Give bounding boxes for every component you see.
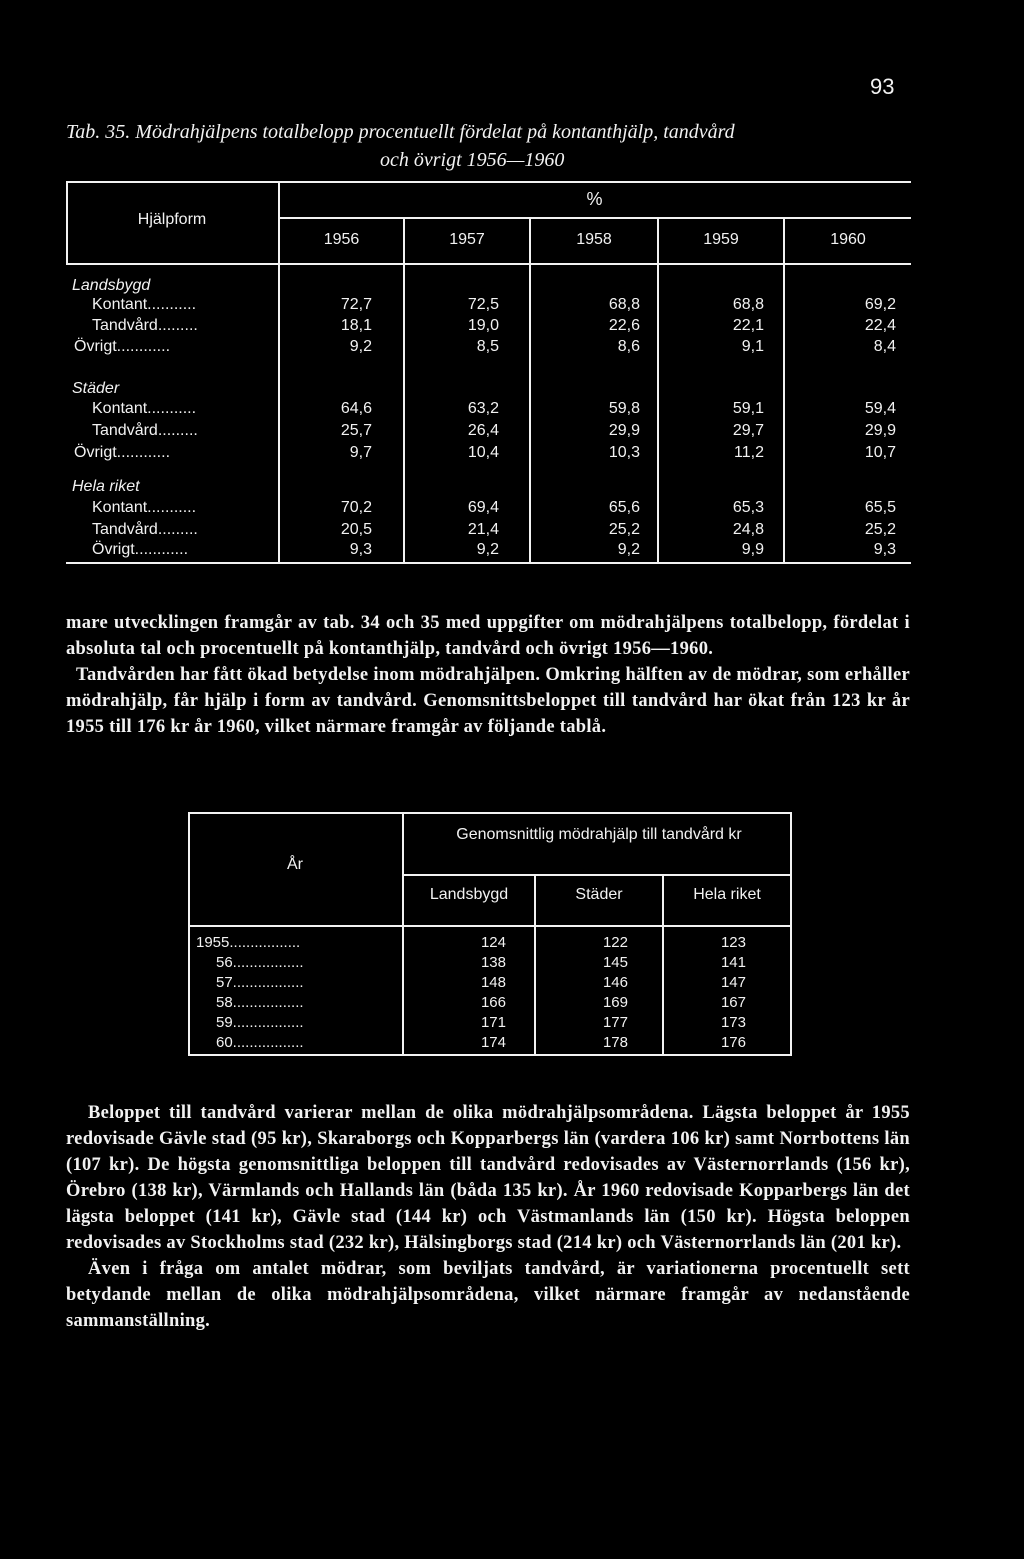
table-cell: 11,2 [734, 444, 764, 461]
header-divider [402, 874, 792, 876]
table-cell: 72,7 [340, 296, 372, 313]
year-header: 1959 [703, 231, 739, 248]
column-header: Hela riket [693, 886, 761, 903]
table-cell: 25,2 [864, 521, 896, 538]
page-number: 93 [870, 74, 895, 99]
table-cell: 176 [720, 1034, 746, 1051]
row-label: 58................. [216, 994, 304, 1011]
table-cell: 9,7 [349, 444, 372, 461]
table-cell: 171 [480, 1014, 506, 1031]
row-label: 57................. [216, 974, 304, 991]
table-cell: 20,5 [340, 521, 372, 538]
table-cell: 8,5 [476, 338, 499, 355]
column-header-hjalpform: Hjälpform [137, 211, 207, 228]
table-cell: 25,2 [608, 521, 640, 538]
year-header: 1956 [323, 231, 360, 248]
table-cell: 174 [480, 1034, 506, 1051]
column-rule [403, 219, 405, 564]
row-label: Övrigt............ [74, 338, 171, 355]
table-left-rule [188, 812, 190, 1056]
table-cell: 22,4 [864, 317, 896, 334]
table-cell: 21,4 [467, 521, 499, 538]
table-cell: 68,8 [732, 296, 764, 313]
section-title: Hela riket [72, 478, 140, 495]
column-rule [783, 219, 785, 564]
table-cell: 147 [720, 974, 746, 991]
table-cell: 167 [720, 994, 746, 1011]
table-cell: 10,7 [864, 444, 896, 461]
table-cell: 69,2 [864, 296, 896, 313]
table-cell: 166 [480, 994, 506, 1011]
year-header: 1958 [576, 231, 612, 248]
table-caption-continued: och övrigt 1956—1960 [380, 149, 565, 171]
table-cell: 70,2 [340, 499, 372, 516]
row-label: Kontant........... [92, 499, 197, 516]
table-cell: 68,8 [608, 296, 640, 313]
table-cell: 26,4 [467, 422, 499, 439]
year-header: 1960 [830, 231, 866, 248]
header-bottom-rule [188, 925, 792, 927]
table-cell: 18,1 [340, 317, 372, 334]
table-cell: 122 [602, 934, 628, 951]
row-label: Kontant........... [92, 400, 197, 417]
table-cell: 22,1 [732, 317, 764, 334]
table-right-rule [790, 812, 792, 1056]
table-cell: 8,4 [873, 338, 896, 355]
paragraph: Även i fråga om antalet mödrar, som beviljats tandvård, är variationerna procentuellt sett betydande mellan de olika mödrahjälpsområdena, vilket närmare framgår av nedanstående sammanställning. [66, 1259, 910, 1331]
table-cell: 19,0 [467, 317, 499, 334]
table-cell: 138 [480, 954, 506, 971]
paragraph: Tandvården har fått ökad betydelse inom mödrahjälpen. Omkring hälften av de mödrar, som erhåller mödrahjälp, får hjälp i form av tandvård. Genomsnittsbeloppet till tandvård har ökat från 123 kr år 1955 till 176 kr år 1960, vilket närmare framgår av följande tablå. [66, 665, 910, 737]
table-cell: 29,9 [864, 422, 896, 439]
table-cell: 69,4 [467, 499, 499, 516]
column-header: Städer [575, 886, 623, 903]
paragraph: Beloppet till tandvård varierar mellan de olika mödrahjälpsområdena. Lägsta beloppet år 1955 redovisade Gävle stad (95 kr), Skaraborgs och Kopparbergs län (vardera 106 kr) samt Norrbottens län (107 kr). De högsta genomsnittliga beloppen till tandvård redovisades av Västernorrlands (156 kr), Örebro (138 kr), Värmlands och Hallands län (båda 135 kr). År 1960 redovisade Kopparbergs län det lägsta beloppet (141 kr), Gävle stad (144 kr) och Västmanlands län (150 kr). Högsta beloppen redovisades av Stockholms stad (232 kr), Hälsingborgs stad (214 kr) och Västernorrlands län (201 kr). [66, 1103, 910, 1253]
table-cell: 169 [602, 994, 628, 1011]
table-cell: 9,3 [873, 541, 896, 558]
table-bottom-rule [188, 1054, 792, 1056]
row-label: 56................. [216, 954, 304, 971]
table-cell: 10,3 [608, 444, 640, 461]
table-cell: 177 [602, 1014, 628, 1031]
table-cell: 123 [720, 934, 746, 951]
table-top-rule [188, 812, 792, 814]
table-cell: 65,3 [732, 499, 764, 516]
column-rule [529, 219, 531, 564]
table-cell: 141 [720, 954, 746, 971]
table-cell: 65,6 [608, 499, 640, 516]
paragraph: mare utvecklingen framgår av tab. 34 och 35 med uppgifter om mödrahjälpens totalbelopp, fördelat i absoluta tal och procentuellt på kontanthjälp, tandvård och övrigt 1956—1960. [66, 613, 910, 659]
year-header: 1957 [449, 231, 485, 248]
section-title: Landsbygd [72, 277, 151, 294]
column-header-group: Genomsnittlig mödrahjälp till tandvård kr [456, 826, 742, 843]
table-cell: 24,8 [732, 521, 764, 538]
percentage-table [66, 181, 911, 565]
row-label: Tandvård......... [92, 422, 198, 439]
section-title: Städer [72, 380, 120, 397]
column-header: Landsbygd [429, 886, 509, 903]
table-cell: 178 [602, 1034, 628, 1051]
row-label: Tandvård......... [92, 521, 198, 538]
row-label: Övrigt............ [74, 444, 171, 461]
table-cell: 9,3 [349, 541, 372, 558]
body-text-1 [66, 610, 910, 740]
table-cell: 59,8 [608, 400, 640, 417]
row-label: Kontant........... [92, 296, 197, 313]
row-label: 59................. [216, 1014, 304, 1031]
table-cell: 9,1 [741, 338, 764, 355]
dental-aid-table [188, 812, 792, 1058]
column-rule [657, 219, 659, 564]
table-cell: 22,6 [608, 317, 640, 334]
table-caption: Tab. 35. Mödrahjälpens totalbelopp procentuellt fördelat på kontanthjälp, tandvård [66, 121, 735, 143]
table-cell: 9,2 [476, 541, 499, 558]
table-cell: 72,5 [467, 296, 499, 313]
table-cell: 8,6 [617, 338, 640, 355]
table-cell: 59,4 [864, 400, 896, 417]
header-divider [278, 217, 911, 219]
table-cell: 64,6 [340, 400, 372, 417]
table-cell: 29,7 [732, 422, 764, 439]
table-cell: 145 [602, 954, 628, 971]
column-rule [402, 812, 404, 1056]
table-cell: 9,9 [741, 541, 764, 558]
column-header-year: År [287, 856, 303, 873]
table-cell: 173 [720, 1014, 746, 1031]
table-cell: 9,2 [617, 541, 640, 558]
table-cell: 65,5 [864, 499, 896, 516]
table-cell: 10,4 [467, 444, 499, 461]
column-header-percent: % [586, 189, 603, 209]
row-label: 60................. [216, 1034, 304, 1051]
table-cell: 124 [480, 934, 506, 951]
row-label: Övrigt............ [92, 541, 189, 558]
table-cell: 25,7 [340, 422, 372, 439]
table-cell: 9,2 [349, 338, 372, 355]
row-label: Tandvård......... [92, 317, 198, 334]
table-top-rule [66, 181, 911, 183]
table-cell: 59,1 [732, 400, 764, 417]
body-text-2 [66, 1100, 910, 1334]
table-cell: 148 [480, 974, 506, 991]
table-cell: 63,2 [467, 400, 499, 417]
table-cell: 146 [602, 974, 628, 991]
table-cell: 29,9 [608, 422, 640, 439]
row-label: 1955................. [196, 934, 301, 951]
